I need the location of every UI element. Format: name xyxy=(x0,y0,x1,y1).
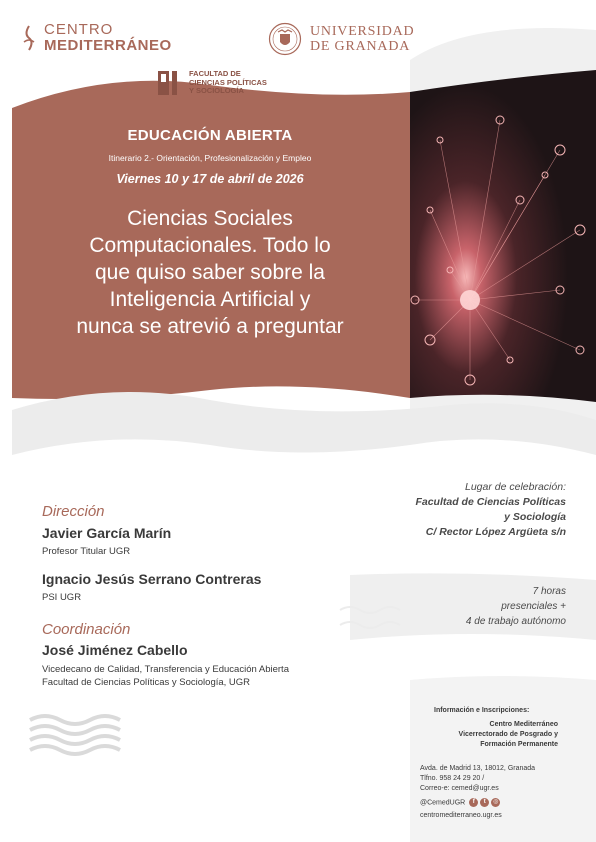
info-phone: Tlfno. 958 24 29 20 / xyxy=(420,775,485,782)
venue-line: y Sociología xyxy=(504,511,566,523)
hours-block xyxy=(466,584,566,629)
coordinator-faculty: Facultad de Ciencias Políticas y Sociología, UGR xyxy=(42,677,251,688)
facultad-line2: CIENCIAS POLÍTICAS xyxy=(189,77,267,87)
network-photo xyxy=(410,60,596,410)
info-website[interactable]: centromediterraneo.ugr.es xyxy=(420,812,502,820)
info-org: Centro Mediterráneo xyxy=(489,721,558,728)
venue-label: Lugar de celebración: xyxy=(465,481,566,493)
instagram-icon[interactable]: ◎ xyxy=(493,799,499,805)
facebook-icon[interactable]: f xyxy=(469,798,478,807)
course-title xyxy=(34,205,386,340)
director-role: PSI UGR xyxy=(42,592,82,603)
facultad-emblem-icon xyxy=(157,70,183,96)
info-email[interactable]: Correo-e: cemed@ugr.es xyxy=(420,785,499,792)
course-dates: Viernes 10 y 17 de abril de 2026 xyxy=(116,172,304,186)
network-hub xyxy=(460,290,480,310)
ugr-logo xyxy=(268,22,414,56)
hours-line: presenciales + xyxy=(501,601,566,612)
venue-address: C/ Rector López Argüeta s/n xyxy=(425,526,566,538)
facultad-line1: FACULTAD DE xyxy=(189,69,241,79)
social-icons xyxy=(467,798,500,807)
info-block xyxy=(420,706,566,821)
venue-block xyxy=(415,480,566,540)
course-title-line: nunca se atrevió a preguntar xyxy=(76,315,344,338)
ugr-seal-icon xyxy=(268,22,302,56)
coordination-heading: Coordinación xyxy=(42,621,131,638)
ugr-line1: UNIVERSIDAD xyxy=(310,24,415,39)
facultad-logo xyxy=(157,70,267,96)
program-title: EDUCACIÓN ABIERTA xyxy=(127,127,293,144)
facultad-line3: Y SOCIOLOGÍA xyxy=(189,86,244,96)
course-title-line: Ciencias Sociales xyxy=(127,207,293,230)
centro-label: CENTRO xyxy=(44,21,114,38)
info-handle: @CemedUGR xyxy=(420,799,466,807)
info-address: Avda. de Madrid 13, 18012, Granada xyxy=(420,765,536,772)
info-org: Vicerrectorado de Posgrado y xyxy=(458,731,558,738)
direction-heading: Dirección xyxy=(42,503,105,520)
coordinator-name: José Jiménez Cabello xyxy=(42,642,188,658)
course-title-line: Inteligencia Artificial y xyxy=(109,288,311,311)
twitter-icon[interactable]: t xyxy=(480,798,489,807)
info-heading: Información e Inscripciones: xyxy=(434,707,530,714)
centro-mediterraneo-logo xyxy=(20,22,172,54)
venue-line: Facultad de Ciencias Políticas xyxy=(415,496,566,508)
course-title-line: que quiso saber sobre la xyxy=(95,261,325,284)
info-org: Formación Permanente xyxy=(480,741,558,748)
itinerary-label: Itinerario 2.- Orientación, Profesionalización y Empleo xyxy=(108,153,312,163)
centro-mediterraneo-emblem-icon xyxy=(20,24,38,52)
director-name: Ignacio Jesús Serrano Contreras xyxy=(42,571,262,587)
course-title-line: Computacionales. Todo lo xyxy=(89,234,331,257)
director-role: Profesor Titular UGR xyxy=(42,546,131,557)
coordinator-role: Vicedecano de Calidad, Transferencia y Educación Abierta xyxy=(42,664,289,675)
ugr-line2: DE GRANADA xyxy=(310,39,411,54)
director-name: Javier García Marín xyxy=(42,525,172,541)
mediterraneo-label: MEDITERRÁNEO xyxy=(44,37,172,54)
hours-line: 4 de trabajo autónomo xyxy=(465,616,566,627)
hours-line: 7 horas xyxy=(532,586,566,597)
